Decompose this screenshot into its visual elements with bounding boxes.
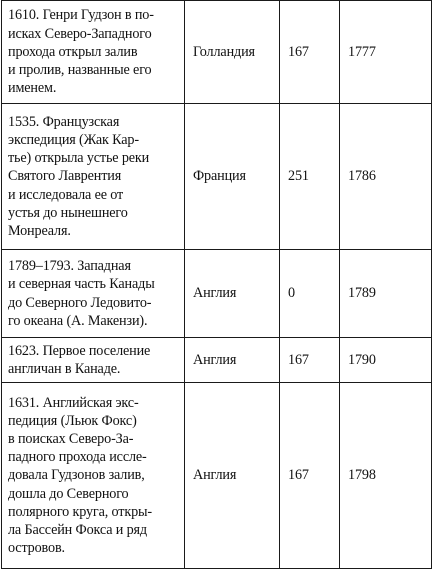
- event-line: ла Бассейн Фокса и ряд: [8, 522, 147, 538]
- country-cell: Франция: [185, 104, 280, 250]
- table-row: [2, 383, 432, 569]
- event-line: экспедиция (Жак Кар-: [8, 131, 139, 148]
- event-line: 1535. Французская: [8, 113, 120, 130]
- event-line: 1789–1793. Западная: [8, 258, 131, 275]
- country-cell: Англия: [185, 338, 280, 383]
- year-cell: 1786: [340, 104, 432, 250]
- event-line: до Северного Ледовито-: [8, 294, 152, 311]
- event-line: педиция (Льюк Фокс): [8, 412, 137, 429]
- number-cell: 167: [280, 338, 340, 383]
- country-cell: Англия: [185, 250, 280, 338]
- event-cell: [2, 1, 185, 104]
- number-cell: 251: [280, 104, 340, 250]
- year-cell: 1789: [340, 250, 432, 338]
- event-line: прохода открыл залив: [8, 43, 138, 60]
- event-cell: [2, 250, 185, 338]
- event-line: и северная часть Канады: [8, 276, 155, 293]
- event-line: дошла до Северного: [8, 485, 129, 502]
- number-cell: 167: [280, 1, 340, 104]
- event-line: островов.: [8, 540, 65, 557]
- event-line: Монреаля.: [8, 223, 71, 239]
- event-line: довала Гудзонов залив,: [8, 467, 145, 484]
- event-cell: [2, 383, 185, 569]
- table-row: [2, 1, 432, 104]
- event-cell: [2, 338, 185, 383]
- year-cell: 1777: [340, 1, 432, 104]
- event-line: и исследовала ее от: [8, 186, 124, 203]
- event-line: 1631. Английская экс-: [8, 394, 139, 411]
- event-line: Святого Лаврентия: [8, 168, 122, 185]
- year-cell: 1798: [340, 383, 432, 569]
- number-cell: 167: [280, 383, 340, 569]
- event-line: исках Северо-Западного: [8, 25, 152, 42]
- event-line: полярного круга, откры-: [8, 503, 152, 520]
- country-cell: Англия: [185, 383, 280, 569]
- number-cell: 0: [280, 250, 340, 338]
- event-line: тье) открыла устье реки: [8, 150, 150, 167]
- event-line: 1610. Генри Гудзон в по-: [8, 7, 154, 24]
- event-line: падного прохода иссле-: [8, 449, 147, 466]
- event-line: устья до нынешнего: [8, 204, 128, 221]
- event-line: англичан в Канаде.: [8, 361, 121, 377]
- table-row: [2, 104, 432, 250]
- event-line: и пролив, названные его: [8, 62, 152, 79]
- event-cell: [2, 104, 185, 250]
- event-line: 1623. Первое поселение: [8, 342, 151, 359]
- table-row: [2, 250, 432, 338]
- country-cell: Голландия: [185, 1, 280, 104]
- event-line: именем.: [8, 80, 57, 97]
- event-line: в поисках Северо-За-: [8, 430, 134, 447]
- year-cell: 1790: [340, 338, 432, 383]
- event-line: го океана (А. Макензи).: [8, 312, 148, 329]
- history-table: [1, 0, 432, 569]
- table-row: [2, 338, 432, 383]
